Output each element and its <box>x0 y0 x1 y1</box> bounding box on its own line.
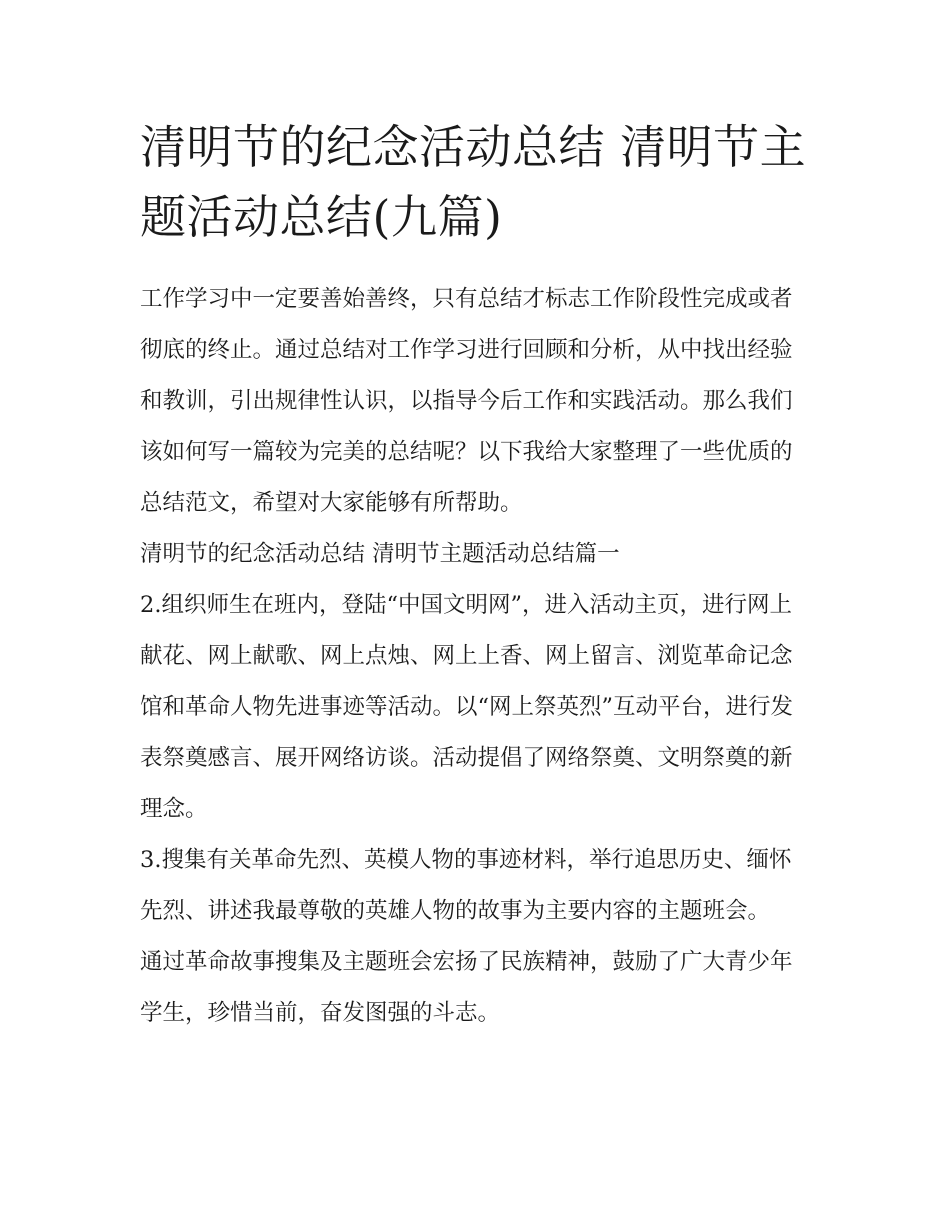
section-heading: 清明节的纪念活动总结 清明节主题活动总结篇一 <box>140 541 620 567</box>
closing-paragraph: 通过革命故事搜集及主题班会宏扬了民族精神，鼓励了广大青少年学生，珍惜当前，奋发图强的斗志。 <box>140 949 793 1026</box>
item-2-paragraph: 2.组织师生在班内，登陆“中国文明网”，进入活动主页，进行网上献花、网上献歌、网上点烛、网上上香、网上留言、浏览革命记念馆和革命人物先进事迹等活动。以“网上祭英烈”互动平台，进行发表祭奠感言、展开网络访谈。活动提倡了网络祭奠、文明祭奠的新理念。 <box>140 592 794 822</box>
item-3-paragraph: 3.搜集有关革命先烈、英模人物的事迹材料，举行追思历史、缅怀先烈、讲述我最尊敬的英雄人物的故事为主要内容的主题班会。 <box>140 847 792 924</box>
document-title: 清明节的纪念活动总结 清明节主题活动总结(九篇) <box>140 120 807 244</box>
document-page <box>140 112 812 1039</box>
intro-paragraph: 工作学习中一定要善始善终，只有总结才标志工作阶段性完成或者彻底的终止。通过总结对工作学习进行回顾和分析，从中找出经验和教训，引出规律性认识，以指导今后工作和实践活动。那么我们该如何写一篇较为完美的总结呢？以下我给大家整理了一些优质的总结范文，希望对大家能够有所帮助。 <box>140 286 793 516</box>
